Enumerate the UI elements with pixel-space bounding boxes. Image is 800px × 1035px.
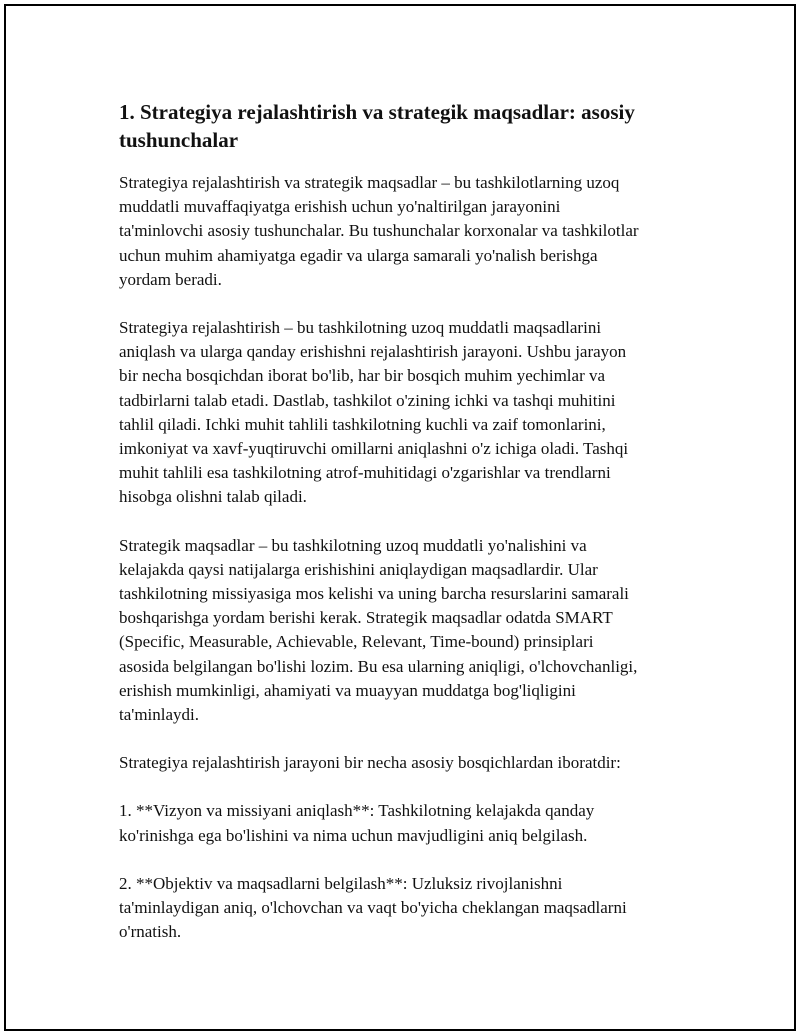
text-line: kelajakda qaysi natijalarga erishishini aniqlaydigan maqsadlardir. Ular: [119, 559, 598, 579]
text-line: tahlil qiladi. Ichki muhit tahlili tashkilotning kuchli va zaif tomonlarini,: [119, 414, 606, 434]
text-line: uchun muhim ahamiyatga egadir va ularga samarali yo'nalish berishga: [119, 245, 598, 265]
section-heading: [119, 98, 699, 154]
text-line: Strategiya rejalashtirish – bu tashkilotning uzoq muddatli maqsadlarini: [119, 318, 602, 338]
text-line: bir necha bosqichdan iborat bo'lib, har bir bosqich muhim yechimlar va: [119, 366, 606, 386]
text-line: Strategiya rejalashtirish jarayoni bir necha asosiy bosqichlardan iboratdir:: [119, 753, 621, 773]
heading-line: tushunchalar: [119, 128, 239, 152]
text-line: (Specific, Measurable, Achievable, Relevant, Time-bound) prinsiplari: [119, 632, 594, 652]
text-line: ta'minlaydigan aniq, o'lchovchan va vaqt bo'yicha cheklangan maqsadlarni: [119, 898, 627, 918]
list-item-2: [119, 872, 699, 945]
text-line: o'rnatish.: [119, 922, 182, 942]
text-line: muhit tahlili esa tashkilotning atrof-muhitidagi o'zgarishlar va trendlarni: [119, 463, 611, 483]
text-line: 1. **Vizyon va missiyani aniqlash**: Tashkilotning kelajakda qanday: [119, 801, 595, 821]
text-line: muddatli muvaffaqiyatga erishish uchun yo'naltirilgan jarayonini: [119, 197, 561, 217]
text-line: tashkilotning missiyasiga mos kelishi va uning barcha resurslarini samarali: [119, 584, 629, 604]
text-line: boshqarishga yordam berishi kerak. Strategik maqsadlar odatda SMART: [119, 608, 613, 628]
stages-intro-paragraph: [119, 751, 699, 775]
text-line: Strategik maqsadlar – bu tashkilotning uzoq muddatli yo'nalishini va: [119, 535, 587, 555]
text-line: yordam beradi.: [119, 269, 222, 289]
intro-paragraph: [119, 171, 699, 292]
text-line: ko'rinishga ega bo'lishini va nima uchun mavjudligini aniq belgilash.: [119, 825, 588, 845]
text-line: imkoniyat va xavf-yuqtiruvchi omillarni aniqlashni o'z ichiga oladi. Tashqi: [119, 439, 629, 459]
text-line: ta'minlaydi.: [119, 705, 200, 725]
document-body: [119, 98, 699, 968]
text-line: 2. **Objektiv va maqsadlarni belgilash**: Uzluksiz rivojlanishni: [119, 873, 563, 893]
text-line: erishish mumkinligi, ahamiyati va muayyan muddatga bog'liqligini: [119, 680, 576, 700]
text-line: asosida belgilangan bo'lishi lozim. Bu esa ularning aniqligi, o'lchovchanligi,: [119, 656, 638, 676]
text-line: hisobga olishni talab qiladi.: [119, 487, 307, 507]
text-line: tadbirlarni talab etadi. Dastlab, tashkilot o'zining ichki va tashqi muhitini: [119, 390, 616, 410]
document-page: [4, 4, 796, 1031]
planning-paragraph: [119, 316, 699, 510]
goals-paragraph: [119, 534, 699, 728]
text-line: Strategiya rejalashtirish va strategik maqsadlar – bu tashkilotlarning uzoq: [119, 173, 620, 192]
heading-line: 1. Strategiya rejalashtirish va strategik maqsadlar: asosiy: [119, 100, 635, 124]
list-item-1: [119, 799, 699, 847]
text-line: aniqlash va ularga qanday erishishni rejalashtirish jarayoni. Ushbu jarayon: [119, 342, 627, 362]
text-line: ta'minlovchi asosiy tushunchalar. Bu tushunchalar korxonalar va tashkilotlar: [119, 221, 639, 241]
